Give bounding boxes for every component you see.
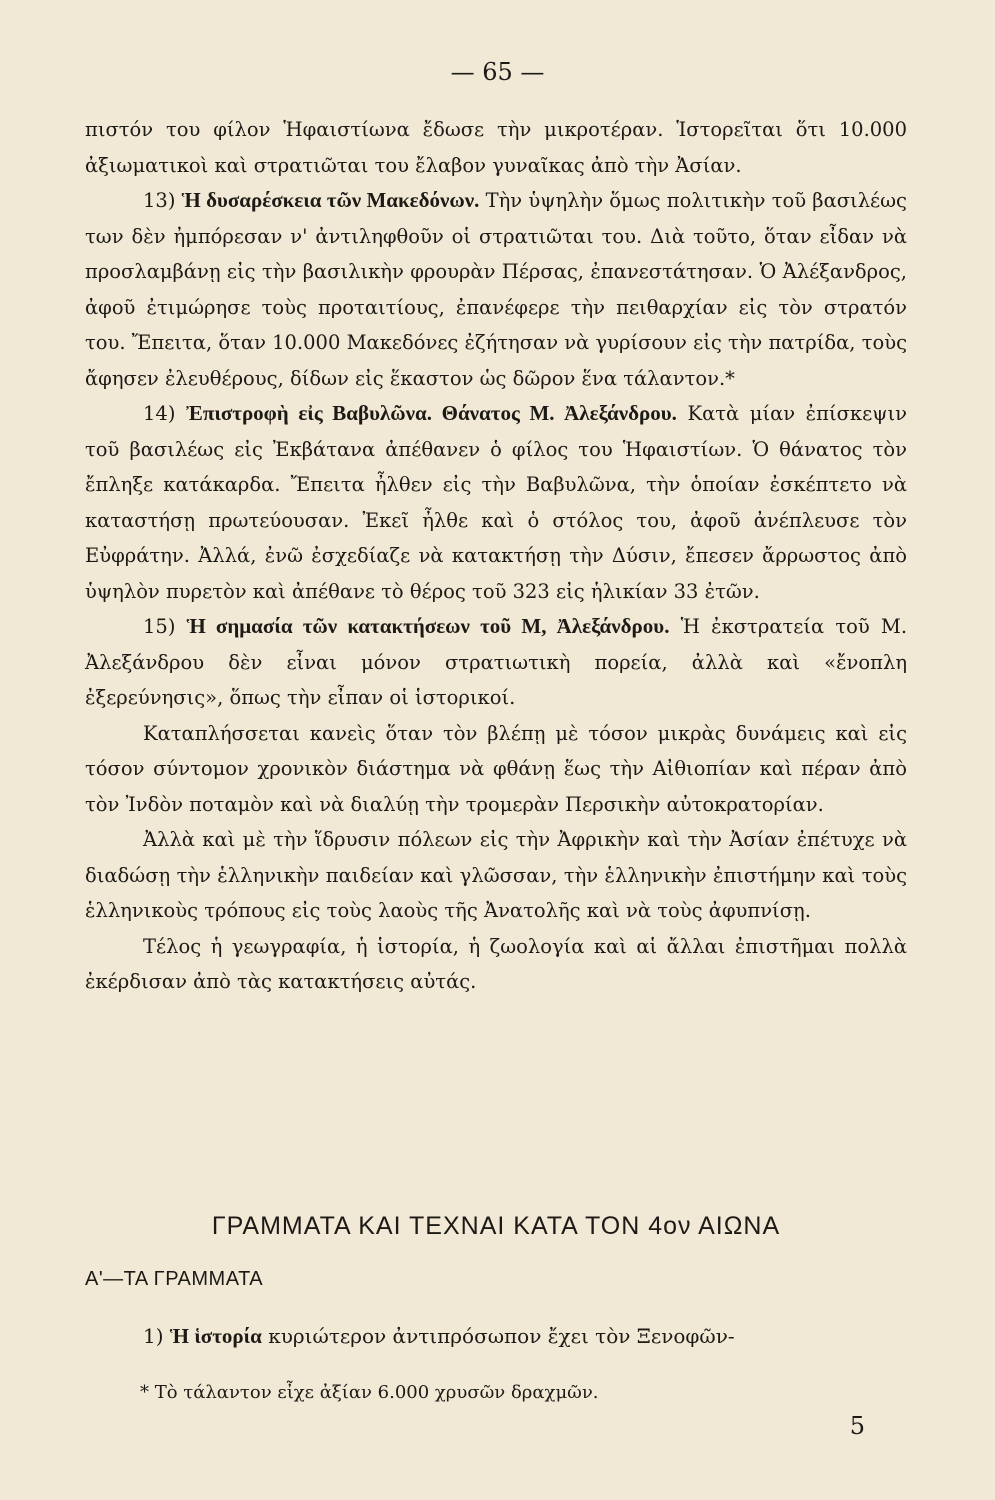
paragraph-alla: Ἀλλὰ καὶ μὲ τὴν ἵδρυσιν πόλεων εἰς τὴν Ἀφρικὴν καὶ τὴν Ἀσίαν ἐπέτυχε νὰ διαδώσῃ τὴν ἑλληνικὴν παιδείαν καὶ γλῶσσαν, τὴν ἑλληνικὴν ἐπιστήμην καὶ τοὺς ἑλληνικοὺς τρόπους εἰς τοὺς λαοὺς τῆς Ἀνατολῆς καὶ νὰ τοὺς ἀφυπνίσῃ. <box>85 828 907 922</box>
section-13 <box>85 183 907 396</box>
body-text <box>85 112 907 1000</box>
section-13-heading: Ἡ δυσαρέσκεια τῶν Μακεδόνων. <box>181 188 480 212</box>
history-paragraph <box>85 1324 907 1349</box>
footnote: * Τὸ τάλαντον εἶχε ἀξίαν 6.000 χρυσῶν δραχμῶν. <box>140 1382 599 1403</box>
history-number: 1) <box>143 1324 164 1348</box>
history-text: κυριώτερον ἀντιπρόσωπον ἔχει τὸν Ξενοφῶν- <box>268 1324 735 1348</box>
section-14-text: Κατὰ μίαν ἐπίσκεψιν τοῦ βασιλέως εἰς Ἐκβάτανα ἀπέθανεν ὁ φίλος του Ἡφαιστίων. Ὁ θάνατος τὸν ἔπληξε κατάκαρδα. Ἔπειτα ἦλθεν εἰς τὴν Βαβυλῶνα, τὴν ὁποίαν ἐσκέπτετο νὰ καταστήσῃ πρωτεύουσαν. Ἐκεῖ ἦλθε καὶ ὁ στόλος του, ἀφοῦ ἀνέπλευσε τὸν Εὐφράτην. Ἀλλά, ἐνῶ ἐσχεδίαζε νὰ κατακτήσῃ τὴν Δύσιν, ἔπεσεν ἄρρωστος ἀπὸ ὑψηλὸν πυρετὸν καὶ ἀπέθανε τὸ θέρος τοῦ 323 εἰς ἡλικίαν 33 ἐτῶν. <box>85 402 908 603</box>
section-15-text: Ἡ ἐκστρατεία τοῦ Μ. Ἀλεξάνδρου δὲν εἶναι μόνον στρατιωτικὴ πορεία, ἀλλὰ καὶ «ἔνοπλη ἐξερεύνησις», ὅπως τὴν εἶπαν οἱ ἱστορικοί. <box>85 615 908 709</box>
section-15-number: 15) <box>143 615 176 638</box>
section-14 <box>85 396 907 609</box>
page-number: — 65 — <box>450 58 545 86</box>
paragraph-katapl: Καταπλήσσεται κανεὶς ὅταν τὸν βλέπῃ μὲ τόσον μικρὰς δυνάμεις καὶ εἰς τόσον σύντομον χρονικὸν διάστημα νὰ φθάνῃ ἕως τὴν Αἰθιοπίαν καὶ πέραν ἀπὸ τὸν Ἰνδὸν ποταμὸν καὶ νὰ διαλύῃ τὴν τρομερὰν Περσικὴν αὐτοκρατορίαν. <box>85 721 907 816</box>
section-15-heading: Ἡ σημασία τῶν κατακτήσεων τοῦ Μ, Ἀλεξάνδρου. <box>186 614 670 638</box>
paragraph-telos: Τέλος ἡ γεωγραφία, ἡ ἱστορία, ἡ ζωολογία καὶ αἱ ἄλλαι ἐπιστῆμαι πολλὰ ἐκέρδισαν ἀπὸ τὰς κατακτήσεις αὐτάς. <box>85 934 907 993</box>
section-14-number: 14) <box>143 402 176 425</box>
section-13-text: Τὴν ὑψηλὴν ὅμως πολιτικὴν τοῦ βασιλέως των δὲν ἠμπόρεσαν ν' ἀντιληφθοῦν οἱ στρατιῶται του. Διὰ τοῦτο, ὅταν εἶδαν νὰ προσλαμβάνῃ εἰς τὴν βασιλικὴν φρουρὰν Πέρσας, ἐπανεστάτησαν. Ὁ Ἀλέξανδρος, ἀφοῦ ἐτιμώρησε τοὺς προταιτίους, ἐπανέφερε τὴν πειθαρχίαν εἰς τὸν στρατόν του. Ἔπειτα, ὅταν 10.000 Μακεδόνες ἐζήτησαν νὰ γυρίσουν εἰς τὴν πατρίδα, τοὺς ἄφησεν ἐλευθέρους, δίδων εἰς ἕκαστον ὡς δῶρον ἕνα τάλαντον.* <box>85 189 907 390</box>
section-14-heading: Ἐπιστροφὴ εἰς Βαβυλῶνα. Θάνατος Μ. Ἀλεξάνδρου. <box>186 401 677 425</box>
sub-title: Α'—ΤΑ ΓΡΑΜΜΑΤΑ <box>85 1268 264 1290</box>
section-title: ΓΡΑΜΜΑΤΑ ΚΑΙ ΤΕΧΝΑΙ ΚΑΤΑ ΤΟΝ 4ον ΑΙΩΝΑ <box>211 1212 781 1240</box>
paragraph-intro: πιστόν του φίλον Ἡφαιστίωνα ἔδωσε τὴν μικροτέραν. Ἱστορεῖται ὅτι 10.000 ἀξιωματικοὶ καὶ στρατιῶται του ἔλαβον γυναῖκας ἀπὸ τὴν Ἀσίαν. <box>85 118 907 177</box>
history-heading: Ἡ ἱστορία <box>169 1324 262 1348</box>
signature-mark: 5 <box>849 1412 865 1440</box>
section-13-number: 13) <box>143 189 176 212</box>
section-15 <box>85 609 907 716</box>
